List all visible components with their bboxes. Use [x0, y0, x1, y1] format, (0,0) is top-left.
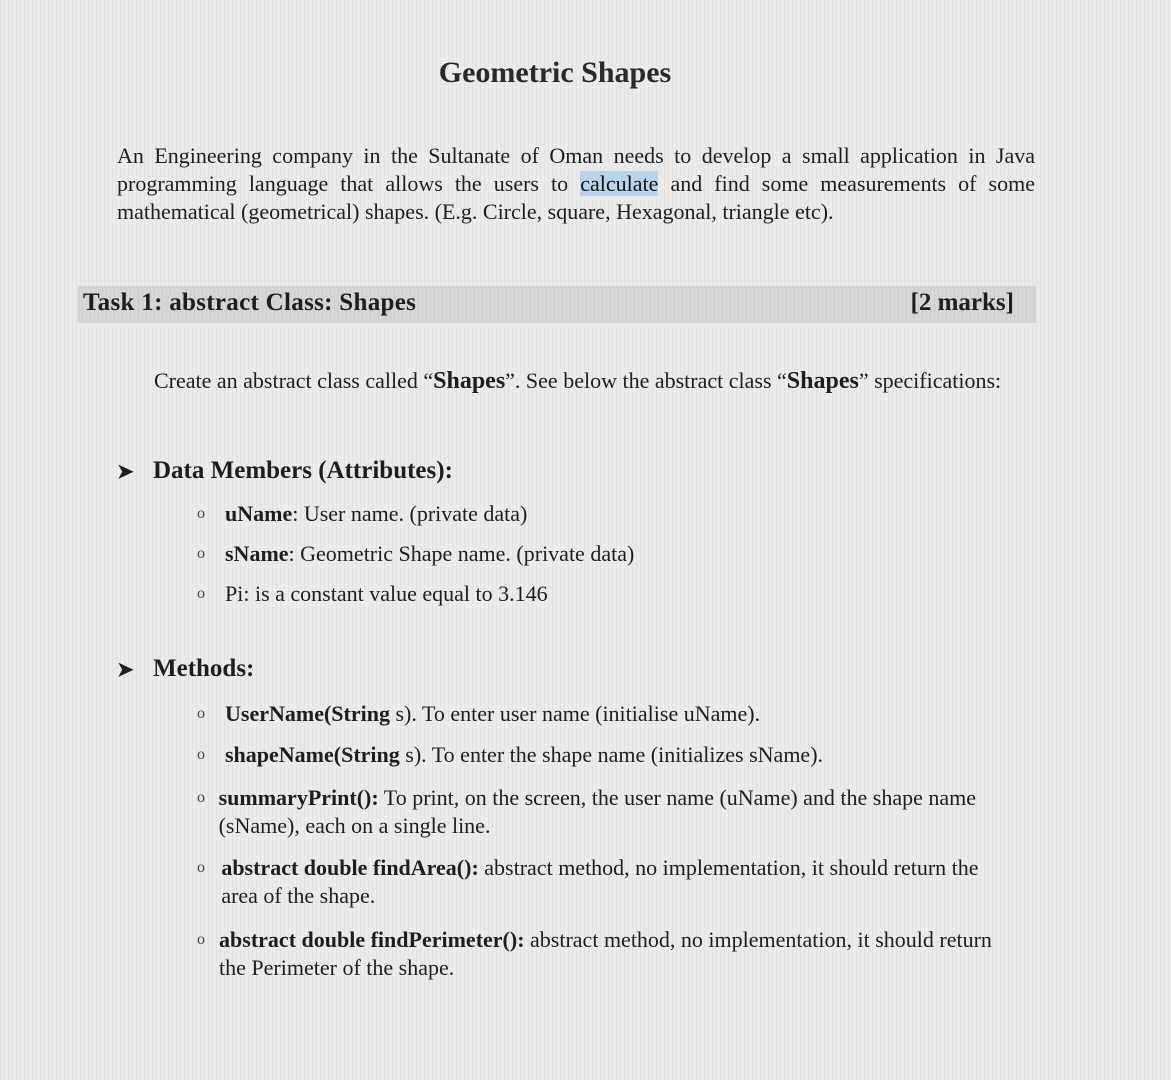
- method-signature: UserName(String: [225, 701, 390, 726]
- circle-bullet-icon: o: [197, 545, 205, 562]
- member-desc: : Geometric Shape name. (private data): [288, 541, 635, 566]
- circle-bullet-icon: o: [197, 705, 205, 722]
- task-title: Task 1: abstract Class: Shapes: [83, 289, 417, 316]
- highlighted-word[interactable]: calculate: [580, 171, 659, 196]
- methods-heading-text: Methods:: [153, 655, 255, 682]
- methods-heading: [117, 655, 254, 683]
- circle-bullet-icon: o: [197, 859, 205, 876]
- member-name: sName: [225, 541, 289, 566]
- document-title: Geometric Shapes: [438, 56, 672, 89]
- circle-bullet-icon: o: [197, 931, 205, 948]
- arrow-bullet-icon: ➤: [117, 658, 134, 681]
- task-desc-mid: ”. See below the abstract class “: [505, 368, 787, 393]
- circle-bullet-icon: o: [197, 746, 205, 763]
- method-desc: s). To enter the shape name (initializes sName).: [399, 742, 824, 767]
- circle-bullet-icon: o: [197, 789, 205, 806]
- member-name: uName: [225, 501, 293, 526]
- task-header-bar: [78, 286, 1036, 323]
- method-desc: abstract method, no implementation, it should return the area of the shape.: [221, 855, 979, 908]
- list-item: [197, 784, 1017, 840]
- task-marks: [2 marks]: [910, 289, 1014, 316]
- list-item: [197, 854, 1017, 910]
- list-item: [197, 926, 1017, 982]
- member-desc: Pi: is a constant value equal to 3.146: [225, 581, 548, 606]
- list-item: [197, 580, 1017, 608]
- list-item: [197, 700, 1017, 728]
- task-desc-class-name-2: Shapes: [786, 368, 859, 394]
- intro-paragraph: [117, 142, 1035, 226]
- intro-text-before: An Engineering company in the Sultanate of Oman needs to develop a small application in Java programming language that allows the users to: [117, 143, 1035, 196]
- arrow-bullet-icon: ➤: [117, 460, 134, 483]
- task-desc-class-name: Shapes: [433, 368, 506, 394]
- list-item: [197, 540, 1017, 568]
- data-members-heading-text: Data Members (Attributes):: [153, 457, 453, 484]
- method-desc: s). To enter user name (initialise uName).: [389, 701, 761, 726]
- data-members-heading: [117, 457, 453, 485]
- task-desc-pre: Create an abstract class called “: [154, 368, 434, 393]
- method-signature: abstract double findArea():: [221, 855, 479, 880]
- method-desc: To print, on the screen, the user name (uName) and the shape name (sName), each on a single line.: [218, 785, 977, 838]
- task-desc-post: ” specifications:: [858, 368, 1002, 393]
- list-item: [197, 741, 1017, 769]
- member-desc: : User name. (private data): [292, 501, 528, 526]
- method-signature: shapeName(String: [225, 742, 400, 767]
- circle-bullet-icon: o: [197, 585, 205, 602]
- method-signature: abstract double findPerimeter():: [219, 927, 525, 952]
- method-signature: summaryPrint():: [218, 785, 379, 810]
- circle-bullet-icon: o: [197, 505, 205, 522]
- method-desc: abstract method, no implementation, it should return the Perimeter of the shape.: [219, 927, 992, 980]
- list-item: [197, 500, 1017, 528]
- intro-text-after: and find some measurements of some mathematical (geometrical) shapes. (E.g. Circle, square, Hexagonal, triangle etc).: [117, 171, 1035, 224]
- task-description: [154, 366, 1032, 396]
